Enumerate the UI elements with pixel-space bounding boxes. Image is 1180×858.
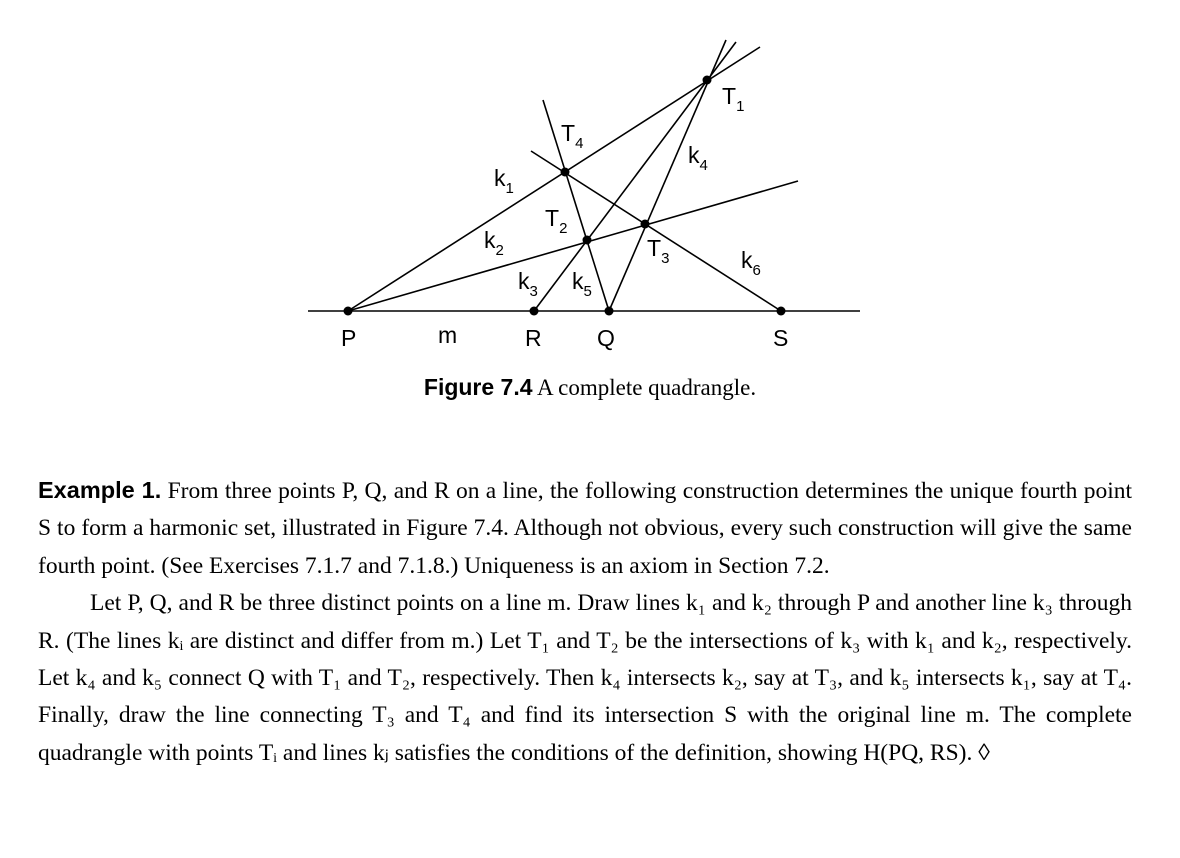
label-k3: $k_3$ (518, 268, 538, 300)
label-T4: $T_4$ (561, 120, 584, 152)
figure-caption-label: Figure 7.4 (423, 374, 533, 400)
label-m: m (438, 322, 458, 348)
label-k6: $k_6$ (741, 247, 761, 279)
example-paragraph-1 (38, 472, 1132, 585)
label-R: R (525, 325, 542, 351)
label-k2: $k_2$ (484, 227, 504, 259)
point-S (777, 307, 786, 316)
line-k6 (531, 151, 781, 311)
line-k1 (348, 47, 760, 311)
label-k5: $k_5$ (572, 268, 592, 300)
label-Q: Q (597, 325, 615, 351)
example-body (38, 472, 1132, 772)
label-T1: $T_1$ (722, 83, 745, 115)
figure-caption (0, 374, 1180, 401)
point-T1 (703, 76, 712, 85)
label-k1: $k_1$ (494, 165, 514, 197)
figure-caption-text: A complete quadrangle. (537, 375, 757, 400)
point-T2 (583, 236, 592, 245)
label-T2: $T_2$ (545, 205, 568, 237)
example-label: Example 1. (38, 477, 162, 503)
example-paragraph-1-text: From three points P, Q, and R on a line, the following construction determines the unique fourth point S to form a harmonic set, illustrated in Figure 7.4. Although not obvious, every such construction will give the same fourth point. (See Exercises 7.1.7 and 7.1.8.) Uniqueness is an axiom in Section 7.2. (38, 478, 1133, 579)
point-T4 (561, 168, 570, 177)
point-T3 (641, 220, 650, 229)
point-P (344, 307, 353, 316)
label-P: P (341, 325, 357, 351)
point-Q (605, 307, 614, 316)
figure-complete-quadrangle (0, 0, 1180, 370)
label-S: S (773, 325, 789, 351)
example-paragraph-2: Let P, Q, and R be three distinct points on a line m. Draw lines k₁ and k₂ through P and another line k₃ through R. (The lines kᵢ are distinct and differ from m.) Let T₁ and T₂ be the intersections of k₃ with k₁ and k₂, respectively. Let k₄ and k₅ connect Q with T₁ and T₂, respectively. Then k₄ intersects k₂, say at T₃, and k₅ intersects k₁, say at T₄. Finally, draw the line connecting T₃ and T₄ and find its intersection S with the original line m. The complete quadrangle with points Tᵢ and lines kⱼ satisfies the conditions of the definition, showing H(PQ, RS). ◊ (38, 590, 1132, 766)
label-k4: $k_4$ (688, 142, 708, 174)
point-R (530, 307, 539, 316)
label-T3: $T_3$ (647, 235, 670, 267)
